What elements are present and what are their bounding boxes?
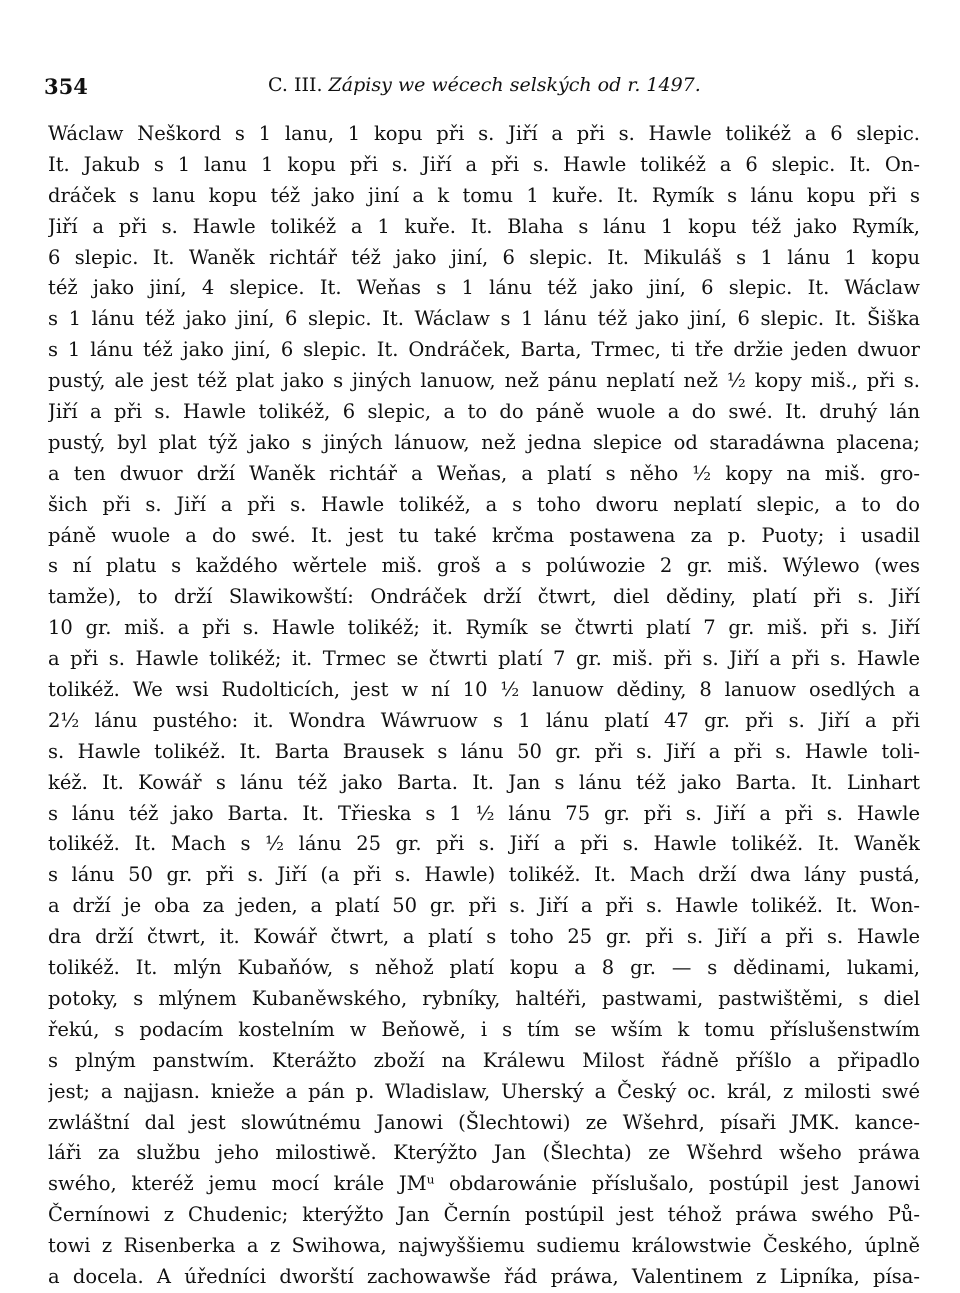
text-line: Jiří a při s. Hawle tolikéž, 6 slepic, a to do páně wuole a do swé. It. druhý lán [48,400,920,424]
text-line: 10 gr. miš. a při s. Hawle tolikéž; it. Rymík se čtwrti platí 7 gr. miš. při s. Jiří [48,616,920,640]
text-line: pustý, byl plat týž jako s jiných lánuow, než jedna slepice od staradáwna placena; [48,430,920,454]
text-line: Černínowi z Chudenic; kterýžto Jan Černín postúpil jest téhož práwa swého Pů- [48,1203,920,1227]
page-number: 354 [44,74,88,99]
text-line: tolikéž. It. Mach s ½ lánu 25 gr. při s. Jiří a při s. Hawle tolikéž. It. Waněk [48,832,920,856]
text-line: láři za službu jeho milostiwě. Kterýžto Jan (Šlechta) ze Wšehrd wšeho práwa [48,1141,920,1165]
text-line: a drží je oba za jeden, a platí 50 gr. při s. Jiří a při s. Hawle tolikéž. It. Won- [48,894,920,918]
text-line: potoky, s mlýnem Kubaněwského, rybníky, haltéři, pastwami, pastwištěmi, s diel [48,986,920,1010]
text-line: Wáclaw Neškord s 1 lanu, 1 kopu při s. Jiří a při s. Hawle tolikéž a 6 slepic. [48,122,920,145]
text-line: s ní platu s každého wěrtele miš. groš a s polúwozie 2 gr. miš. Wýlewo (wes [48,554,920,578]
text-line: s. Hawle tolikéž. It. Barta Brausek s lánu 50 gr. při s. Jiří a při s. Hawle toli- [48,739,920,763]
text-line: pustý, ale jest též plat jako s jiných lanuow, než pánu neplatí než ½ kopy miš., při s. [48,369,920,393]
text-line: 2½ lánu pustého: it. Wondra Wáwruow s 1 lánu platí 47 gr. při s. Jiří a při [48,708,920,732]
text-line: kéž. It. Kowář s lánu též jako Barta. It. Jan s lánu též jako Barta. It. Linhart [48,770,920,794]
text-line: dra drží čtwrt, it. Kowář čtwrt, a platí s toho 25 gr. při s. Jiří a při s. Hawle [48,925,920,949]
section-label: C. III. [268,74,323,96]
text-line: šich při s. Jiří a při s. Hawle tolikéž, a s toho dworu neplatí slepic, a to do [48,492,920,516]
running-head [268,74,701,96]
text-line: 6 slepic. It. Waněk richtář též jako jiní, 6 slepic. It. Mikuláš s 1 lánu 1 kopu [48,245,920,269]
text-line: řekú, s podacím kostelním w Beňowě, i s tím se wším k tomu příslušenstwím [48,1017,920,1041]
text-line: s lánu 50 gr. při s. Jiří (a při s. Hawle) tolikéž. It. Mach drží dwa lány pustá, [48,863,920,887]
text-line: swého, kteréž jemu mocí krále JMᵘ obdarowánie příslušalo, postúpil jest Janowi [48,1172,920,1196]
text-line: zwláštní dal jest slowútnému Janowi (Šlechtowi) ze Wšehrd, písaři JMK. kance- [48,1110,920,1134]
text-line: tamže), to drží Slawikowští: Ondráček drží čtwrt, diel dědiny, platí při s. Jiří [48,585,920,609]
text-line: též jako jiní, 4 slepice. It. Weňas s 1 lánu též jako jiní, 6 slepic. It. Wáclaw [48,276,920,300]
text-line: jest; a najjasn. knieže a pán p. Wladislaw, Uherský a Český oc. král, z milosti swé [48,1079,920,1103]
text-line: Jiří a při s. Hawle tolikéž a 1 kuře. It. Blaha s lánu 1 kopu též jako Rymík, [48,214,920,238]
text-line: s 1 lánu též jako jiní, 6 slepic. It. Wáclaw s 1 lánu též jako jiní, 6 slepic. It. Šiška [48,307,920,331]
text-line: tolikéž. It. mlýn Kubaňów, s něhož platí kopu a 8 gr. — s dědinami, lukami, [48,956,920,980]
text-line: a docela. A úředníci dworští zachowawše řád práwa, Valentinem z Lipníka, písa- [48,1264,920,1288]
text-line: dráček s lanu kopu též jako jiní a k tomu 1 kuře. It. Rymík s lánu kopu při s [48,183,920,207]
text-line: It. Jakub s 1 lanu 1 kopu při s. Jiří a při s. Hawle tolikéž a 6 slepic. It. On- [48,152,920,176]
text-line: s 1 lánu též jako jiní, 6 slepic. It. Ondráček, Barta, Trmec, ti tře držie jeden dwuor [48,338,920,362]
text-line: tolikéž. We wsi Rudolticích, jest w ní 10 ½ lanuow dědiny, 8 lanuow osedlých a [48,678,920,702]
text-line: s lánu též jako Barta. It. Třieska s 1 ½ lánu 75 gr. při s. Jiří a při s. Hawle [48,801,920,825]
running-title: Zápisy we wécech selských od r. 1497. [328,74,701,96]
text-line: páně wuole a do swé. It. jest tu také krčma postawena za p. Puoty; i usadil [48,523,920,547]
text-line: s plným panstwím. Kterážto zboží na Králewu Milost řádně příšlo a připadlo [48,1048,920,1072]
page-header [44,74,924,104]
text-line: a ten dwuor drží Waněk richtář a Weňas, a platí s něho ½ kopy na miš. gro- [48,461,920,485]
text-line: a při s. Hawle tolikéž; it. Trmec se čtwrti platí 7 gr. miš. při s. Jiří a při s. Hawle [48,647,920,671]
text-line: towi z Risenberka a z Swihowa, najwyššiemu sudiemu králowstwie Českého, úplně [48,1234,920,1258]
body-text [48,119,920,1293]
